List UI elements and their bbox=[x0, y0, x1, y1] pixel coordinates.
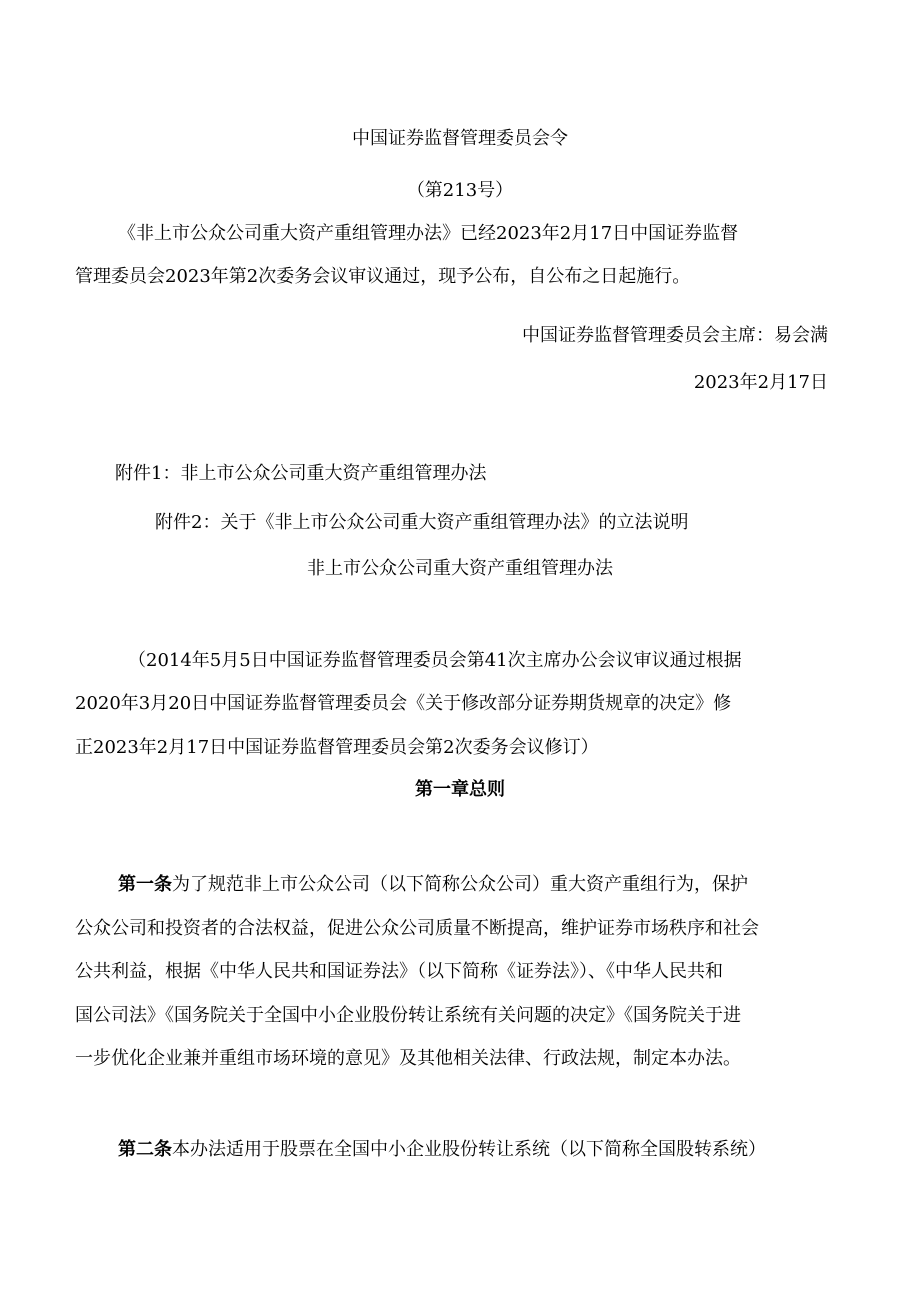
measures-title: 非上市公众公司重大资产重组管理办法 bbox=[307, 558, 613, 579]
chapter-heading: 第一章总则 bbox=[415, 779, 505, 800]
order-title: 中国证券监督管理委员会令 bbox=[352, 128, 568, 149]
chairman-signature: 中国证券监督管理委员会主席：易会满 bbox=[522, 325, 828, 346]
article-2-text: 本办法适用于股票在全国中小企业股份转让系统（以下简称全国股转系统） bbox=[172, 1139, 766, 1160]
order-number: （第213号） bbox=[406, 180, 514, 201]
history-line-3: 正2023年2月17日中国证券监督管理委员会第2次委务会议修订） bbox=[75, 737, 599, 758]
history-line-1: （2014年5月5日中国证券监督管理委员会第41次主席办公会议审议通过根据 bbox=[128, 650, 742, 671]
history-line-2: 2020年3月20日中国证券监督管理委员会《关于修改部分证券期货规章的决定》修 bbox=[75, 693, 732, 714]
signature-date: 2023年2月17日 bbox=[693, 372, 828, 393]
article-1-label: 第一条 bbox=[118, 874, 172, 895]
article-2-line-1 bbox=[118, 1139, 766, 1161]
attachment-1: 附件1：非上市公众公司重大资产重组管理办法 bbox=[115, 463, 487, 484]
article-1-line-1 bbox=[118, 874, 748, 896]
article-1-line-2: 公众公司和投资者的合法权益，促进公众公司质量不断提高，维护证券市场秩序和社会 bbox=[75, 918, 759, 939]
article-2-label: 第二条 bbox=[118, 1139, 172, 1160]
article-1-line-3: 公共利益，根据《中华人民共和国证券法》（以下简称《证券法》）、《中华人民共和 bbox=[75, 961, 723, 982]
article-1-line-4: 国公司法》《国务院关于全国中小企业股份转让系统有关问题的决定》《国务院关于进 bbox=[75, 1005, 741, 1026]
article-1-line-5: 一步优化企业兼并重组市场环境的意见》及其他相关法律、行政法规，制定本办法。 bbox=[75, 1048, 741, 1069]
article-1-text: 为了规范非上市公众公司（以下简称公众公司）重大资产重组行为，保护 bbox=[172, 874, 748, 895]
announcement-line-2: 管理委员会2023年第2次委务会议审议通过，现予公布，自公布之日起施行。 bbox=[75, 266, 691, 287]
attachment-2: 附件2：关于《非上市公众公司重大资产重组管理办法》的立法说明 bbox=[155, 512, 689, 533]
announcement-line-1: 《非上市公众公司重大资产重组管理办法》已经2023年2月17日中国证券监督 bbox=[118, 223, 739, 244]
